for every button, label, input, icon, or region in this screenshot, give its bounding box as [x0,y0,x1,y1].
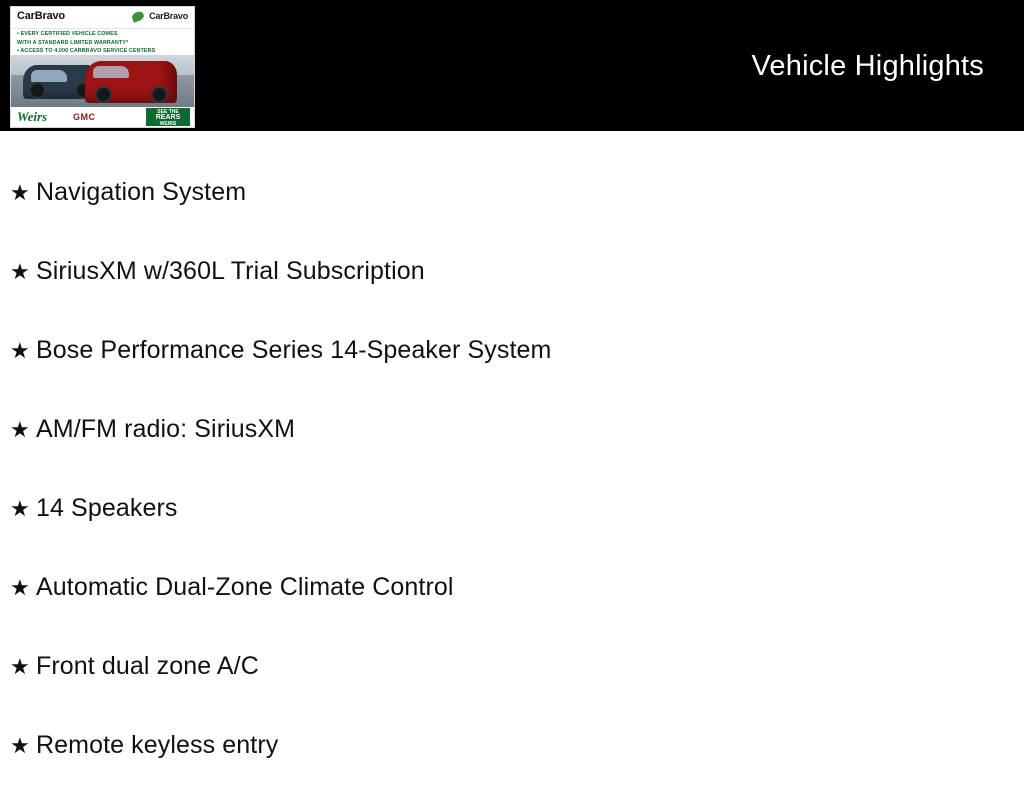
highlight-label: AM/FM radio: SiriusXM [36,415,296,443]
badge-footer [11,107,194,127]
list-item [0,706,1024,785]
page-header [0,0,1024,131]
badge-bullet-list [17,30,157,56]
list-item [0,548,1024,627]
star-icon: ★ [10,732,30,758]
page-title: Vehicle Highlights [751,50,984,82]
highlight-label: Navigation System [36,178,247,206]
star-icon: ★ [10,653,30,679]
badge-header [11,7,194,29]
carbravo-logo-left: CarBravo [17,10,65,22]
dealer-certification-badge [10,6,195,128]
highlight-label: Automatic Dual-Zone Climate Control [36,573,454,601]
highlight-label: Bose Performance Series 14-Speaker System [36,336,552,364]
wheel-icon [95,86,112,103]
gmc-logo: GMC [73,112,96,122]
stamp-line-3: WEIRS [159,121,177,127]
vehicle-highlights-list [0,131,1024,785]
highlight-label: SiriusXM w/360L Trial Subscription [36,257,425,285]
stamp-line-1: SEE THE [157,109,179,115]
star-icon: ★ [10,337,30,363]
list-item [0,153,1024,232]
star-icon: ★ [10,179,30,205]
highlight-label: Remote keyless entry [36,731,279,759]
badge-bullet-1: WITH A STANDARD LIMITED WARRANTY* [17,39,129,46]
wheel-icon [29,82,46,99]
star-icon: ★ [10,416,30,442]
highlight-label: Front dual zone A/C [36,652,259,680]
list-item [0,311,1024,390]
star-icon: ★ [10,574,30,600]
badge-vehicle-photo [11,55,194,107]
wheel-icon [151,86,168,103]
list-item [0,627,1024,706]
badge-bullet-0: • EVERY CERTIFIED VEHICLE COMES [17,31,118,37]
highlight-label: 14 Speakers [36,494,178,522]
carbravo-logo-right: CarBravo [149,11,188,21]
list-item [0,232,1024,311]
stamp-line-2: REARS [155,114,181,121]
list-item [0,469,1024,548]
dealer-stamp [146,108,190,126]
carbravo-leaf-icon [131,10,145,23]
red-truck-image [85,61,177,103]
list-item [0,390,1024,469]
star-icon: ★ [10,495,30,521]
dealer-name: Weirs [17,109,48,124]
badge-bullet-2: • ACCESS TO 4,000 CARBRAVO SERVICE CENTERS [17,48,156,54]
star-icon: ★ [10,258,30,284]
